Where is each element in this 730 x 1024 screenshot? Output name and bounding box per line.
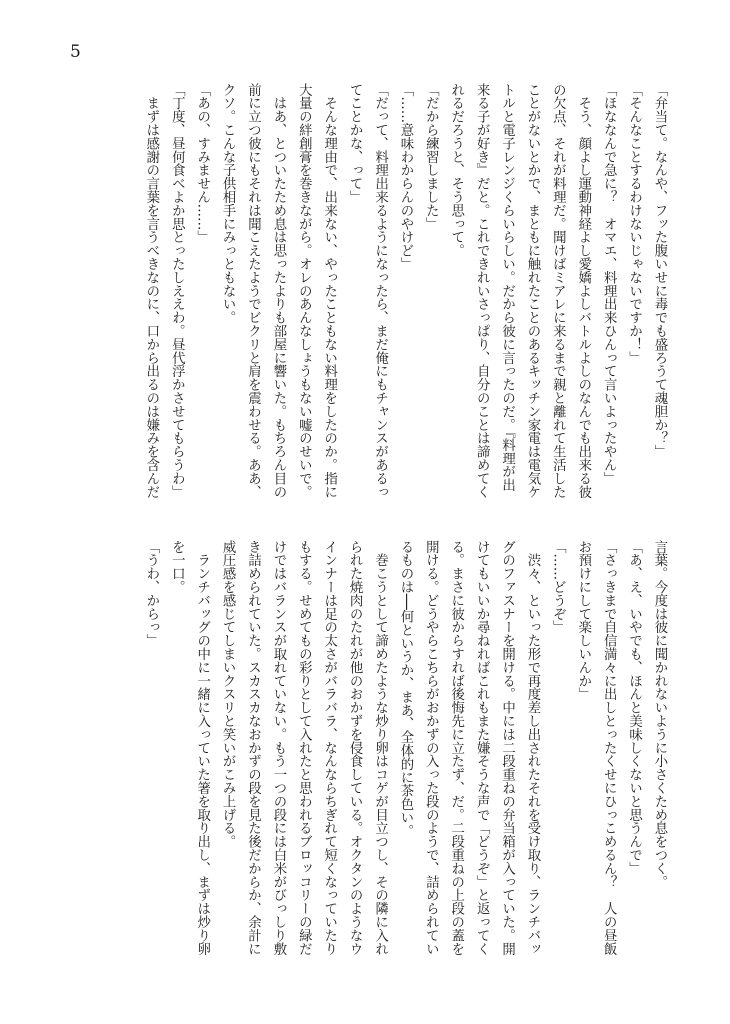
text-line: けではバランスが取れていない。もう一つの段には白米がびっしり敷 xyxy=(270,540,286,956)
text-line: の欠点、それが料理だ。聞けばミアレに来るまで親と離れて生活した xyxy=(550,83,566,499)
text-line: 「だって、料理出来るようになったら、まだ俺にもチャンスがあるっ xyxy=(372,83,388,499)
text-line: 言葉。今度は彼に聞かれないように小さくため息をつく。 xyxy=(652,540,667,889)
text-line: を一口。 xyxy=(169,540,185,594)
text-line: お預けにして楽しいんか」 xyxy=(575,540,591,701)
text-line: 「だから練習しました」 xyxy=(423,83,439,231)
text-line: 「……どうぞ」 xyxy=(550,540,566,634)
text-line: 来る子が好き』だと。これできれいさっぱり、自分のことは諦めてく xyxy=(474,83,490,499)
text-line: 「弁当て。なんや、フッた腹いせに毒でも盛ろうて魂胆か？」 xyxy=(652,83,667,459)
upper-text-block xyxy=(82,83,672,503)
text-line: る。まさに彼からすれば後悔先に立たず、だ。二段重ねの上段の蓋を xyxy=(448,540,464,956)
text-line: インナーは足の太さがバラバラ、なんならちぎれて短くなっていたり xyxy=(321,540,337,956)
page-number: 5 xyxy=(70,42,81,62)
text-line: そう、顔よし運動神経よし愛嬌よしバトルよしのなんでも出来る彼 xyxy=(575,83,591,499)
lower-text-block xyxy=(82,540,672,960)
text-line: まずは感謝の言葉を言うべきなのに、口から出るのは嫌みを含んだ xyxy=(143,83,159,499)
text-line: 前に立つ彼にもそれは聞こえたようでビクリと肩を震わせる。ああ、 xyxy=(245,83,261,499)
text-line: もする。せめてもの彩りとして入れたと思われるブロッコリーの緑だ xyxy=(296,540,312,956)
text-line: れるだろうと、そう思って。 xyxy=(448,83,464,258)
text-line: 「ほななんで急に？ オマエ、料理出来ひんって言いよったやん」 xyxy=(601,83,617,485)
text-line: 「うわ、からっ」 xyxy=(143,540,159,648)
text-line: トルと電子レンジくらいらしい。だから彼に言ったのだ。『料理が出 xyxy=(499,83,515,492)
text-line: クソ。こんな子供相手にみっともない。 xyxy=(220,83,236,325)
text-line: てことかな、って」 xyxy=(347,83,363,204)
text-line: けてもいいか尋ねればこれもまた嫌そうな声で「どうぞ」と返ってく xyxy=(474,540,490,956)
text-line: られた焼肉のたれが他のおかずを侵食している。オクタンのようなウ xyxy=(347,540,363,956)
text-line: 開ける。どうやらこちらがおかずの入った段のようで、詰められてい xyxy=(423,540,439,956)
text-line: そんな理由で、出来ない、やったこともない料理をしたのか。指に xyxy=(321,83,337,499)
text-line: 「さっきまで自信満々に出しとったくせにひっこめるん？ 人の昼飯 xyxy=(601,540,617,956)
text-line: グのファスナーを開ける。中には二段重ねの弁当箱が入っていた。開 xyxy=(499,540,515,956)
text-line: 大量の絆創膏を巻きながら。オレのあんなしょうもない嘘のせいで。 xyxy=(296,83,312,499)
text-line: 「……意味わからんのやけど」 xyxy=(397,83,413,271)
text-line: き詰められていた。スカスカなおかずの段を見た後だからか、余計に xyxy=(245,540,261,956)
text-line: 威圧感を感じてしまいクスリと笑いがこみ上げる。 xyxy=(220,540,236,849)
text-line: ことがないとかで、まともに触れたことのあるキッチン家電は電気ケ xyxy=(524,83,540,499)
text-line: 「丁度、昼何食べよか思とったしええわ。昼代浮かさせてもらうわ」 xyxy=(169,83,185,499)
text-line: 「あ、え、いやでも、ほんと美味しくないと思うんで」 xyxy=(626,540,642,875)
text-line: 巻こうとして諦めたような炒り卵はコゲが目立つし、その隣に入れ xyxy=(372,540,388,956)
text-line: 「そんなことするわけないじゃないですか！」 xyxy=(626,83,642,365)
text-line: 渋々、といった形で再度差し出されたそれを受け取り、ランチバッ xyxy=(524,540,540,956)
text-line: 「あの、すみません……」 xyxy=(194,83,210,244)
text-line: ランチバッグの中に一緒に入っていた箸を取り出し、まずは炒り卵 xyxy=(194,540,210,956)
text-line: はあ、とついたため息は思ったよりも部屋に響いた。もちろん目の xyxy=(270,83,286,499)
text-line: るものは──何というか、まあ、全体的に茶色い。 xyxy=(397,540,413,838)
